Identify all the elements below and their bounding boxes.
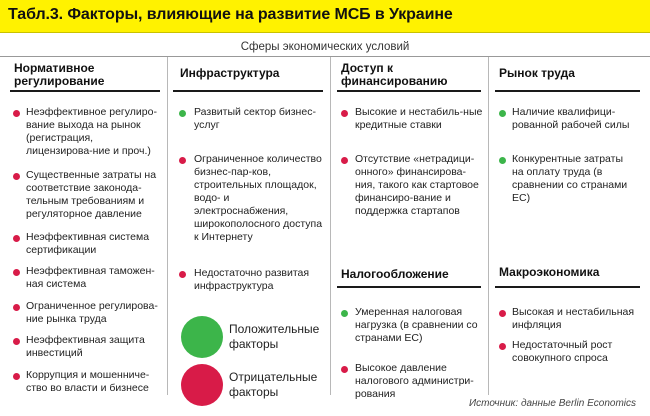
factor-item: Существенные затраты на соответствие законода-тельным требованиям и регуляторное давление	[26, 169, 157, 220]
factor-item: Неэффективная защита инвестиций	[26, 334, 145, 359]
legend-positive-label: Положительные факторы	[229, 322, 320, 351]
factor-dot	[13, 110, 20, 117]
factor-dot	[13, 173, 20, 180]
header-underline	[173, 90, 323, 92]
legend-negative-label: Отрицательные факторы	[229, 370, 318, 399]
header-underline	[337, 90, 481, 92]
factor-item: Умеренная налоговая нагрузка (в сравнении со странами ЕС)	[355, 306, 478, 344]
header-macroeconomics: Макроэкономика	[499, 265, 600, 279]
column-divider	[330, 57, 331, 395]
header-taxation: Налогообложение	[341, 267, 449, 281]
factor-item: Высокая и нестабильная инфляция	[512, 306, 635, 331]
factor-item: Высокие и нестабиль-ные кредитные ставки	[355, 106, 483, 131]
factor-dot	[341, 310, 348, 317]
factor-item: Конкурентные затраты на оплату труда (в сравнении со странами ЕС)	[512, 153, 628, 204]
header-infrastructure: Инфраструктура	[180, 66, 280, 80]
factor-item: Развитый сектор бизнес-услуг	[194, 106, 316, 131]
factor-dot	[499, 157, 506, 164]
factor-item: Неэффективная система сертификации	[26, 231, 150, 256]
header-underline	[495, 286, 640, 288]
factor-dot	[499, 343, 506, 350]
factor-dot	[341, 110, 348, 117]
factor-item: Отсутствие «нетрадици-онного» финансирова-ния, такого как стартовое финансиро-вание и поддержка стартапов	[355, 153, 479, 217]
title-bar	[0, 0, 650, 33]
header-underline	[337, 286, 481, 288]
factor-dot	[341, 366, 348, 373]
factor-item: Недостаточный рост совокупного спроса	[512, 339, 613, 364]
column-divider	[167, 57, 168, 395]
source-note: Источник: данные Berlin Economics	[468, 398, 636, 409]
factor-item: Неэффективное регулиро-вание выхода на рынок (регистрация, лицензирова-ние и проч.)	[26, 106, 157, 157]
table-title: Табл.3. Факторы, влияющие на развитие МСБ в Украине	[8, 6, 453, 23]
factor-item: Коррупция и мошенниче-ство во власти и бизнесе	[26, 369, 150, 394]
factor-item: Высокое давление налогового администри-рования	[355, 362, 474, 400]
sub-header: Сферы экономических условий	[0, 39, 650, 57]
factor-item: Ограниченное количество бизнес-пар-ков, строительных площадок, водо- и электроснабжения, широкополосного доступа к Интернету	[194, 153, 323, 243]
factor-dot	[499, 310, 506, 317]
factor-item: Ограниченное регулирова-ние рынка труда	[26, 300, 158, 325]
factor-item: Наличие квалифици-рованной рабочей силы	[512, 106, 630, 131]
factor-item: Неэффективная таможен-ная система	[26, 265, 155, 290]
factor-dot	[13, 269, 20, 276]
column-divider	[488, 57, 489, 395]
factor-dot	[13, 338, 20, 345]
legend-positive-circle	[181, 316, 223, 358]
factor-dot	[13, 235, 20, 242]
legend-negative-circle	[181, 364, 223, 406]
header-underline	[10, 90, 160, 92]
header-financing: Доступ к финансированию	[341, 61, 448, 88]
factor-dot	[179, 110, 186, 117]
factor-dot	[499, 110, 506, 117]
header-labor-market: Рынок труда	[499, 66, 575, 80]
header-regulation: Нормативное регулирование	[14, 61, 105, 88]
factor-dot	[13, 304, 20, 311]
factor-dot	[179, 157, 186, 164]
factor-item: Недостаточно развитая инфраструктура	[194, 267, 310, 292]
header-underline	[495, 90, 640, 92]
factor-dot	[179, 271, 186, 278]
factor-dot	[13, 373, 20, 380]
factor-dot	[341, 157, 348, 164]
